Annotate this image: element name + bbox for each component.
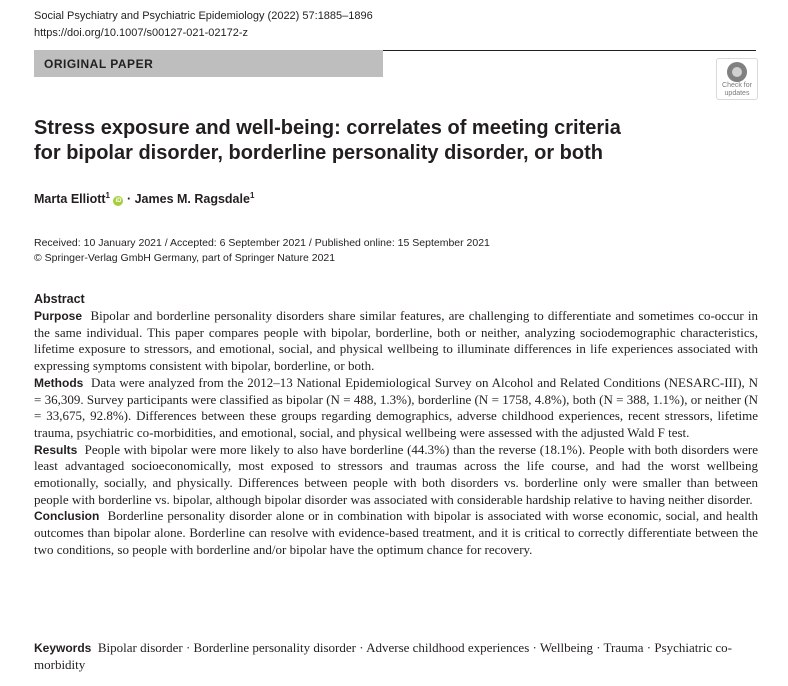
- methods-text: Data were analyzed from the 2012–13 National Epidemiological Survey on Alcohol and Related Conditions (NESARC-III), N = 36,309. Survey participants were classified as bipolar (N = 488, 1.3%), borderline (N = 1758, 4.8%), both (N = 388, 1.1%), or neither (N = 33,675, 92.8%). Differences between these groups regarding demographics, adverse childhood experiences, recent stressors, lifetime trauma, psychiatric co-morbidities, and emotional, social, and physical wellbeing were assessed with the adjusted Wald F test.: [34, 374, 759, 440]
- abstract-methods: [34, 375, 758, 442]
- check-for-updates-button[interactable]: [716, 58, 758, 100]
- keywords-text: Bipolar disorder · Borderline personality disorder · Adverse childhood experiences · Wellbeing · Trauma · Psychiatric co-morbidity: [34, 640, 732, 672]
- publication-dates: [34, 236, 490, 266]
- crossmark-icon: [727, 62, 747, 82]
- results-text: People with bipolar were more likely to also have borderline (44.3%) than the reverse (18.1%). People with both disorders were least advantaged socioeconomically, most exposed to stressors and traumas across the life course, and had the worst wellbeing emotionally, socially, and physically. Differences between people with both disorders vs. borderline only were smaller than between people with borderline vs. bipolar, although bipolar disorder was associated with considerable hardship relative to having neither disorder.: [34, 441, 758, 507]
- results-label: Results: [34, 442, 78, 457]
- doi-link[interactable]: https://doi.org/10.1007/s00127-021-02172-z: [34, 27, 249, 39]
- orcid-icon[interactable]: iD: [115, 198, 122, 205]
- author-affiliation-1: 1: [105, 191, 110, 200]
- check-updates-line1: Check for: [722, 82, 752, 89]
- abstract-conclusion: [34, 508, 758, 558]
- journal-header: [34, 8, 373, 42]
- journal-citation: Social Psychiatry and Psychiatric Epidemiology (2022) 57:1885–1896: [34, 10, 373, 22]
- article-title: [34, 116, 674, 166]
- author-name-2[interactable]: James M. Ragsdale: [134, 192, 250, 207]
- abstract-body: [34, 308, 758, 559]
- author-affiliation-2: 1: [249, 191, 255, 200]
- methods-label: Methods: [34, 375, 84, 390]
- article-type-label: ORIGINAL PAPER: [44, 57, 154, 71]
- check-updates-line2: updates: [724, 90, 750, 97]
- keywords-block: [34, 640, 758, 673]
- author-name-1[interactable]: Marta Elliott: [34, 192, 106, 207]
- author-separator: ·: [123, 192, 135, 207]
- conclusion-label: Conclusion: [34, 509, 100, 524]
- keywords-label: Keywords: [34, 641, 92, 655]
- title-line-2: for bipolar disorder, borderline personality disorder, or both: [34, 142, 603, 164]
- abstract-results: [34, 442, 758, 509]
- copyright-line: © Springer-Verlag GmbH Germany, part of Springer Nature 2021: [34, 252, 336, 264]
- abstract-purpose: [34, 308, 758, 375]
- article-type-banner: [34, 50, 383, 77]
- abstract-heading: Abstract: [34, 292, 85, 306]
- title-line-1: Stress exposure and well-being: correlates of meeting criteria: [34, 117, 621, 139]
- conclusion-text: Borderline personality disorder alone or in combination with bipolar is associated with worse economic, social, and health outcomes than bipolar alone. Borderline can resolve with evidence-based treatment, and it is critical to correctly differentiate between the two conditions, so people with borderline and/or bipolar have the optimum chance for recovery.: [34, 508, 758, 557]
- author-list: [34, 191, 254, 206]
- purpose-text: Bipolar and borderline personality disorders share similar features, are challenging to differentiate and sometimes co-occur in the same individual. This paper compares people with bipolar, borderline, both or neither, analyzing sociodemographic characteristics, lifetime exposure to stressors, and emotional, social, and physical wellbeing to illuminate differences in life experiences associated with expressing symptoms consistent with bipolar, borderline, or both.: [34, 308, 758, 374]
- purpose-label: Purpose: [34, 309, 83, 323]
- history-dates: Received: 10 January 2021 / Accepted: 6 September 2021 / Published online: 15 September 2021: [34, 237, 490, 249]
